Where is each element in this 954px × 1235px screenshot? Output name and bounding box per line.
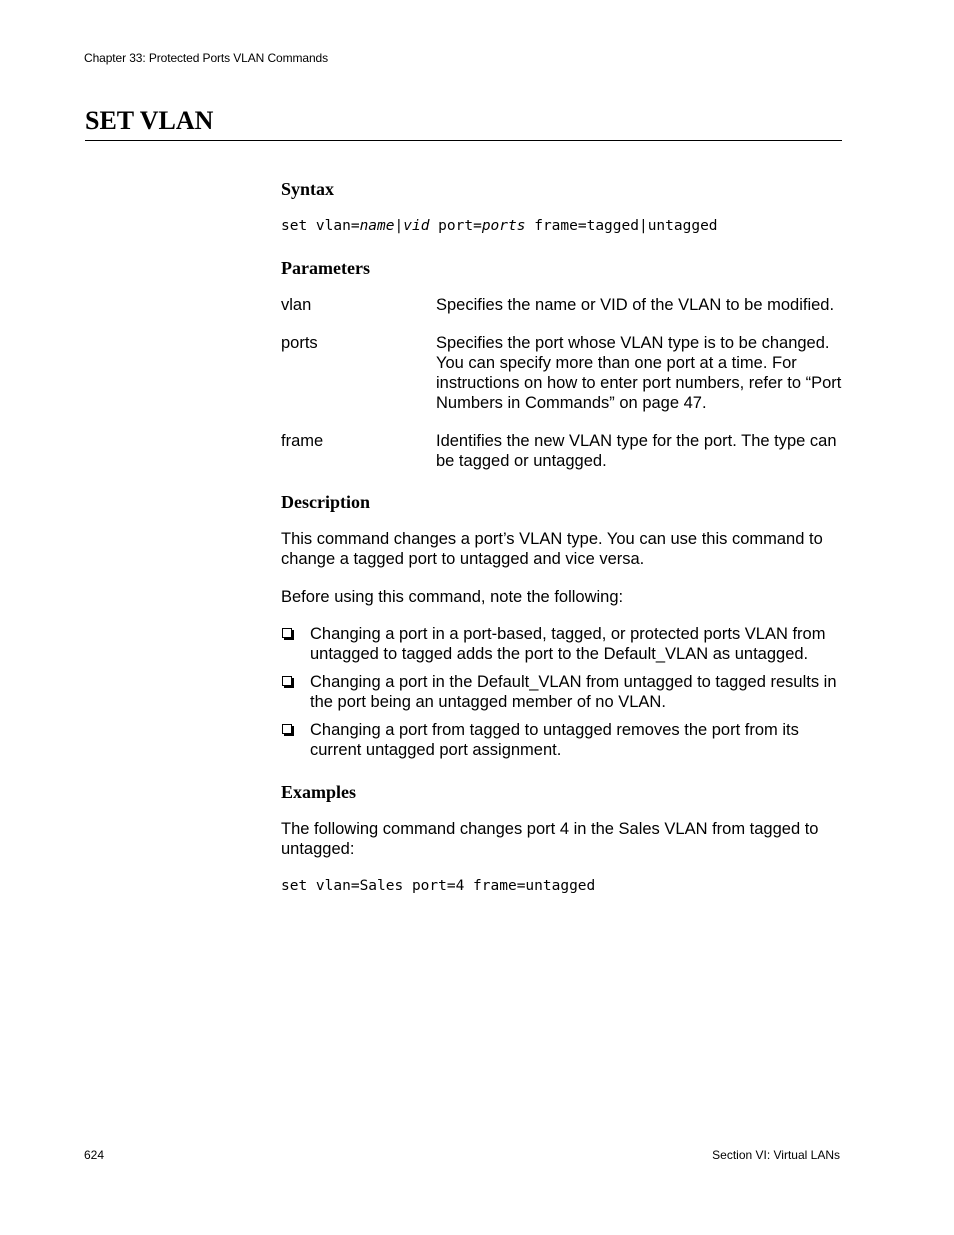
main-content bbox=[281, 178, 843, 896]
examples-paragraph: The following command changes port 4 in the Sales VLAN from tagged to untagged: bbox=[281, 820, 819, 858]
title-rule bbox=[85, 140, 842, 141]
list-item-text: Changing a port from tagged to untagged removes the port from its current untagged port assignment. bbox=[310, 721, 799, 759]
list-item bbox=[281, 720, 843, 760]
parameter-row bbox=[281, 295, 843, 315]
page-title: SET VLAN bbox=[85, 106, 214, 135]
checkbox-bullet-icon bbox=[282, 628, 292, 638]
parameter-row bbox=[281, 431, 843, 471]
parameters-heading: Parameters bbox=[281, 258, 370, 278]
list-item-text: Changing a port in a port-based, tagged, or protected ports VLAN from untagged to tagged adds the port to the Default_VLAN as untagged. bbox=[310, 625, 826, 663]
syntax-heading: Syntax bbox=[281, 179, 335, 199]
parameters-table bbox=[281, 295, 843, 471]
footer-section: Section VI: Virtual LANs bbox=[712, 1148, 840, 1162]
checkbox-bullet-icon bbox=[282, 724, 292, 734]
parameter-description: Specifies the name or VID of the VLAN to be modified. bbox=[436, 296, 835, 314]
examples-heading: Examples bbox=[281, 782, 357, 802]
syntax-literal: set vlan= bbox=[281, 218, 360, 234]
description-heading: Description bbox=[281, 492, 370, 512]
syntax-placeholder: name bbox=[359, 218, 395, 234]
checkbox-bullet-icon bbox=[282, 676, 292, 686]
syntax-literal: frame=tagged|untagged bbox=[525, 218, 718, 234]
page-number: 624 bbox=[84, 1148, 105, 1162]
list-item bbox=[281, 624, 843, 664]
parameter-name: frame bbox=[281, 432, 324, 450]
list-item-text: Changing a port in the Default_VLAN from untagged to tagged results in the port being an untagged member of no VLAN. bbox=[310, 673, 837, 711]
syntax-literal: port= bbox=[429, 218, 482, 234]
parameter-name: ports bbox=[281, 334, 318, 352]
list-item bbox=[281, 672, 843, 712]
parameter-row bbox=[281, 333, 843, 413]
example-command: set vlan=Sales port=4 frame=untagged bbox=[281, 878, 596, 894]
notes-list bbox=[281, 624, 843, 760]
syntax-placeholder: vid bbox=[403, 218, 430, 234]
syntax-placeholder: ports bbox=[481, 218, 526, 234]
syntax-command bbox=[281, 216, 843, 236]
parameter-description: Identifies the new VLAN type for the port. The type can be tagged or untagged. bbox=[436, 432, 837, 470]
syntax-literal: | bbox=[394, 218, 404, 234]
description-paragraph: This command changes a port’s VLAN type. You can use this command to change a tagged port to untagged and vice versa. bbox=[281, 530, 823, 568]
parameter-description: Specifies the port whose VLAN type is to be changed. You can specify more than one port at a time. For instructions on how to enter port numbers, refer to “Port Numbers in Commands” on page 47. bbox=[436, 334, 842, 412]
running-header: Chapter 33: Protected Ports VLAN Commands bbox=[84, 51, 329, 65]
parameter-name: vlan bbox=[281, 296, 312, 314]
description-paragraph: Before using this command, note the following: bbox=[281, 588, 624, 606]
